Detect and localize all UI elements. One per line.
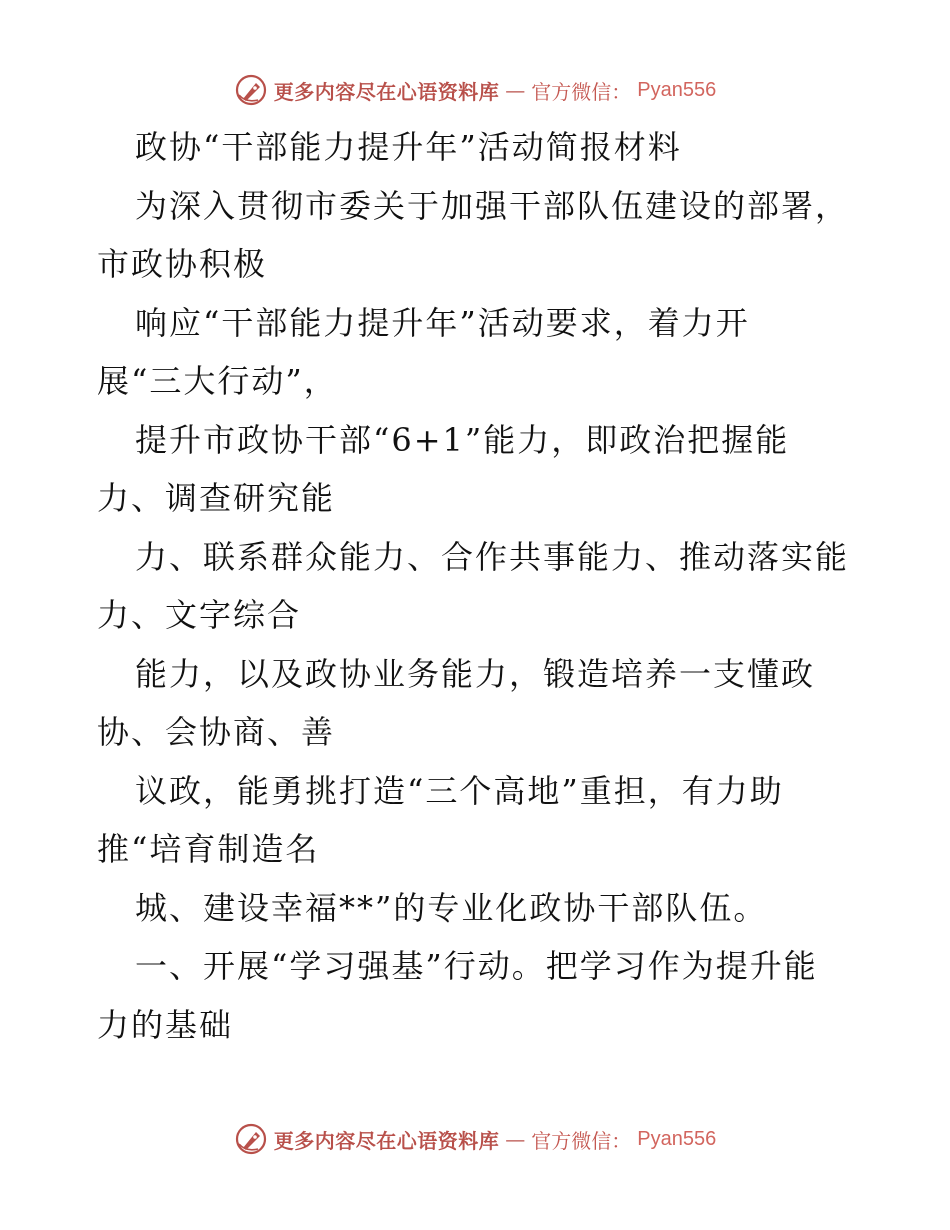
section-heading-line: 一、开展“学习强基”行动。把学习作为提升能 bbox=[135, 947, 818, 985]
header-banner bbox=[0, 70, 950, 110]
footer-banner bbox=[0, 1119, 950, 1159]
document-body bbox=[97, 118, 867, 1054]
paragraph-line: 力的基础 bbox=[97, 1005, 234, 1044]
banner-wechat-label: 官方微信： bbox=[531, 1128, 632, 1153]
paragraph-line: 响应“干部能力提升年”活动要求，着力开 bbox=[135, 303, 750, 342]
paragraph-line: 力、调查研究能 bbox=[97, 479, 336, 517]
banner-title: 更多内容尽在心语资料库 bbox=[273, 1128, 500, 1153]
paragraph-line: 力、联系群众能力、合作共事能力、推动落实能 bbox=[135, 537, 850, 576]
banner-separator: — bbox=[505, 1127, 526, 1151]
banner-wechat-id: Pyan556 bbox=[637, 78, 717, 101]
banner-wechat-id: Pyan556 bbox=[637, 1127, 717, 1150]
paragraph-line: 议政，能勇挑打造“三个高地”重担，有力助 bbox=[135, 771, 784, 810]
paragraph-line: 市政协积极 bbox=[97, 245, 268, 283]
pen-nib-logo-icon bbox=[234, 73, 268, 107]
paragraph-line: 为深入贯彻市委关于加强干部队伍建设的部署， bbox=[135, 186, 850, 225]
document-title: 政协“干部能力提升年”活动简报材料 bbox=[135, 128, 682, 166]
paragraph-line: 协、会协商、善 bbox=[97, 713, 336, 751]
paragraph-line: 提升市政协干部“6+1”能力，即政治把握能 bbox=[135, 420, 790, 459]
banner-wechat-label: 官方微信： bbox=[531, 79, 632, 104]
paragraph-line: 推“培育制造名 bbox=[97, 830, 320, 868]
paragraph-line: 展“三大行动”， bbox=[97, 362, 338, 400]
paragraph-line: 力、文字综合 bbox=[97, 596, 302, 634]
banner-title: 更多内容尽在心语资料库 bbox=[273, 79, 500, 104]
paragraph-line: 能力，以及政协业务能力，锻造培养一支懂政 bbox=[135, 654, 816, 693]
banner-separator: — bbox=[505, 78, 526, 102]
pen-nib-logo-icon bbox=[234, 1122, 268, 1156]
paragraph-line: 城、建设幸福**”的专业化政协干部队伍。 bbox=[135, 888, 768, 927]
